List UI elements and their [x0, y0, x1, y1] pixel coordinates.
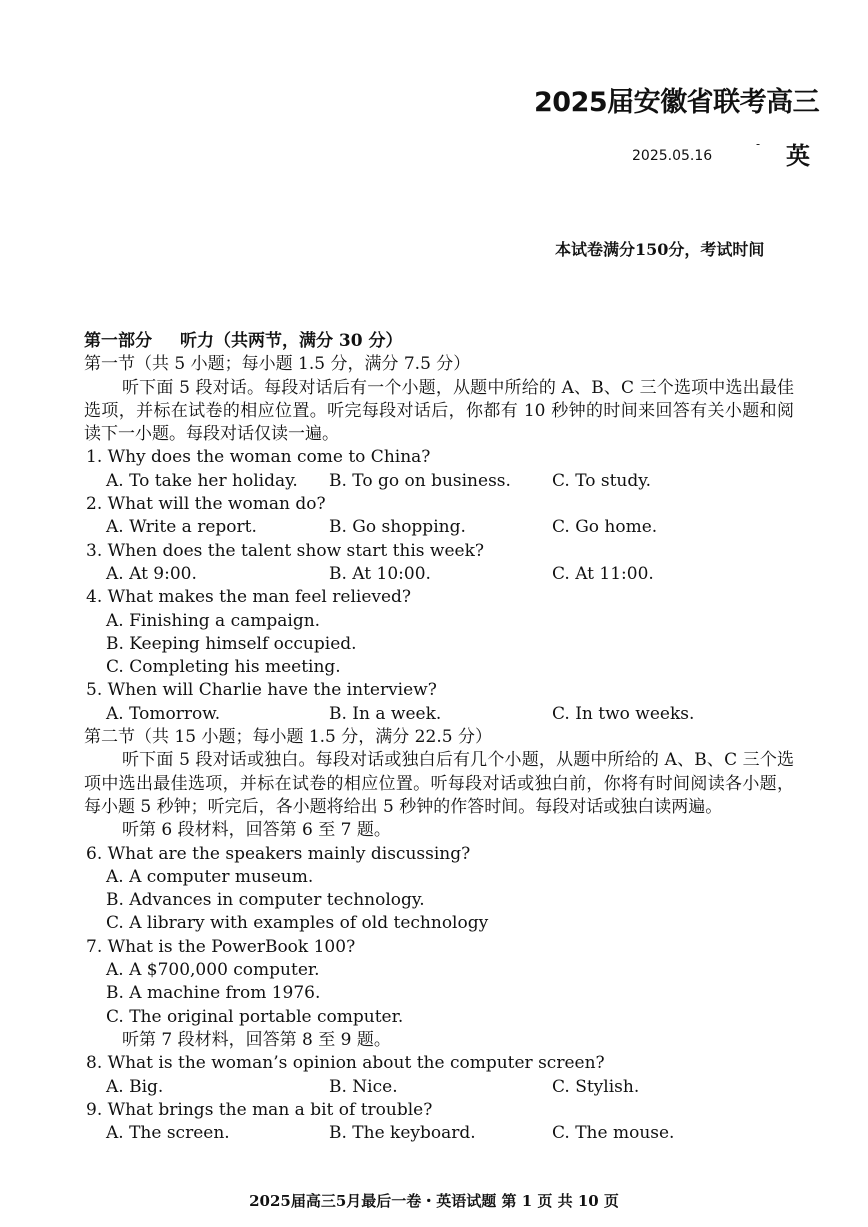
- page-footer: 2025届高三5月最后一卷・英语试题 第 1 页 共 10 页: [249, 1192, 619, 1210]
- option-2b: B. Go shopping.: [329, 517, 466, 538]
- option-3b: B. At 10:00.: [329, 563, 431, 584]
- option-1a: A. To take her holiday.: [106, 470, 298, 491]
- option-6a: A. A computer museum.: [106, 866, 314, 887]
- option-4b: B. Keeping himself occupied.: [106, 633, 357, 654]
- option-6c: C. A library with examples of old technology: [106, 913, 489, 934]
- options-5: [84, 703, 794, 726]
- question-4: 4. What makes the man feel relieved?: [86, 587, 412, 608]
- option-4c: C. Completing his meeting.: [106, 657, 341, 678]
- part-name: 第一部分: [84, 331, 152, 351]
- option-6b: B. Advances in computer technology.: [106, 890, 425, 911]
- question-6: 6. What are the speakers mainly discussing?: [86, 843, 471, 864]
- option-2a: A. Write a report.: [106, 517, 257, 538]
- question-8: 8. What is the woman’s opinion about the computer screen?: [86, 1053, 605, 1074]
- section1-title: 第一节（共 5 小题；每小题 1.5 分，满分 7.5 分）: [84, 354, 471, 375]
- option-9a: A. The screen.: [106, 1123, 230, 1144]
- option-7c: C. The original portable computer.: [106, 1006, 404, 1027]
- options-8: [84, 1076, 794, 1099]
- option-7b: B. A machine from 1976.: [106, 983, 321, 1004]
- option-1b: B. To go on business.: [329, 470, 511, 491]
- part-title: 听力（共两节，满分 30 分）: [180, 331, 403, 351]
- exam-date: 2025.05.16: [632, 148, 713, 164]
- question-2: 2. What will the woman do?: [86, 494, 326, 515]
- option-1c: C. To study.: [552, 470, 652, 491]
- option-2c: C. Go home.: [552, 517, 658, 538]
- option-3a: A. At 9:00.: [106, 563, 197, 584]
- options-3: [84, 563, 794, 586]
- question-1: 1. Why does the woman come to China?: [86, 447, 431, 468]
- section2-title: 第二节（共 15 小题；每小题 1.5 分，满分 22.5 分）: [84, 727, 492, 748]
- material-7-note: 听第 7 段材料，回答第 8 至 9 题。: [122, 1029, 391, 1050]
- exam-content: [84, 330, 794, 1145]
- option-8c: C. Stylish.: [552, 1076, 640, 1097]
- option-3c: C. At 11:00.: [552, 563, 654, 584]
- section1-instructions: 听下面 5 段对话。每段对话后有一个小题，从题中所给的 A、B、C 三个选项中选出最佳选项，并标在试卷的相应位置。听完每段对话后，你都有 10 秒钟的时间来回答有关小题和阅读下一小题。每段对话仅读一遍。: [84, 377, 794, 445]
- exam-subject: 英: [786, 142, 810, 170]
- option-4a: A. Finishing a campaign.: [106, 610, 321, 631]
- exam-title: 2025届安徽省联考高三: [534, 87, 820, 118]
- option-7a: A. A $700,000 computer.: [106, 960, 320, 981]
- options-1: [84, 470, 794, 493]
- option-5a: A. Tomorrow.: [106, 703, 221, 724]
- option-5b: B. In a week.: [329, 703, 442, 724]
- section2-instructions: 听下面 5 段对话或独白。每段对话或独白后有几个小题，从题中所给的 A、B、C 三个选项中选出最佳选项，并标在试卷的相应位置。听每段对话或独白前，你将有时间阅读各小题，每小题 5 秒钟；听完后，各小题将给出 5 秒钟的作答时间。每段对话或独白读两遍。: [84, 750, 794, 817]
- option-9b: B. The keyboard.: [329, 1123, 476, 1144]
- option-9c: C. The mouse.: [552, 1123, 675, 1144]
- option-5c: C. In two weeks.: [552, 703, 695, 724]
- part-heading: [84, 330, 794, 353]
- options-9: [84, 1122, 794, 1145]
- option-8a: A. Big.: [106, 1076, 164, 1097]
- question-5: 5. When will Charlie have the interview?: [86, 680, 437, 701]
- option-8b: B. Nice.: [329, 1076, 398, 1097]
- question-7: 7. What is the PowerBook 100?: [86, 936, 356, 957]
- question-3: 3. When does the talent show start this week?: [86, 540, 485, 561]
- question-9: 9. What brings the man a bit of trouble?: [86, 1099, 433, 1120]
- header-dash: -: [756, 137, 761, 151]
- options-2: [84, 516, 794, 539]
- material-6-note: 听第 6 段材料，回答第 6 至 7 题。: [122, 820, 391, 841]
- exam-note: 本试卷满分150分，考试时间: [555, 240, 765, 259]
